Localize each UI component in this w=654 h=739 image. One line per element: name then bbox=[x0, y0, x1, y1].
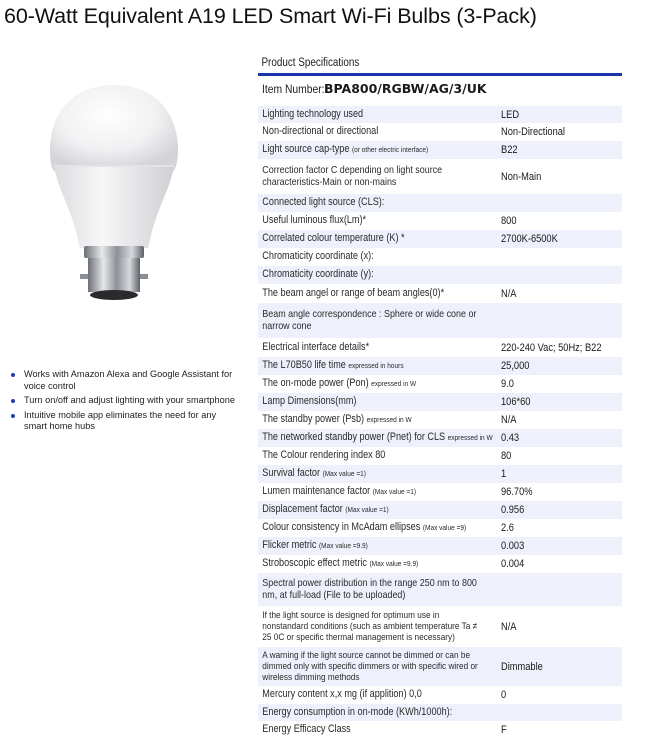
spec-label-note: expressed in hours bbox=[348, 361, 404, 371]
spec-row bbox=[258, 411, 622, 429]
spec-value: Dimmable bbox=[501, 660, 543, 673]
spec-value: 1 bbox=[501, 468, 507, 480]
spec-label-note: (Max value =9.9) bbox=[369, 559, 419, 569]
spec-row bbox=[258, 465, 622, 483]
spec-label: Colour consistency in McAdam ellipses (Max value =9) bbox=[262, 521, 467, 534]
spec-value: 0.003 bbox=[501, 540, 525, 552]
spec-label: Non-directional or directional bbox=[262, 125, 379, 138]
spec-row bbox=[258, 573, 622, 606]
spec-label-note: expressed in W bbox=[447, 433, 493, 443]
spec-label: Flicker metric (Max value =9.9) bbox=[262, 539, 368, 552]
spec-label-note: (Max value =9) bbox=[422, 523, 467, 533]
spec-label: Beam angle correspondence : Sphere or wide cone or narrow cone bbox=[262, 308, 477, 332]
spec-value: 800 bbox=[501, 215, 517, 227]
spec-label-note: (Max value =1) bbox=[372, 487, 417, 497]
spec-value: 25,000 bbox=[501, 360, 530, 372]
spec-label: Useful luminous flux(Lm)* bbox=[262, 214, 367, 227]
feature-list bbox=[8, 369, 238, 436]
spec-label: Spectral power distribution in the range 250 nm to 800 nm, at full-load (File to be uploaded) bbox=[262, 577, 477, 601]
spec-label: Lighting technology used bbox=[262, 107, 364, 120]
spec-value: Non-Directional bbox=[501, 126, 566, 138]
light-bulb-icon bbox=[44, 80, 184, 320]
spec-label: Mercury content x,x mg (if applition) 0,0 bbox=[262, 688, 422, 701]
spec-value: F bbox=[501, 724, 507, 736]
spec-row bbox=[258, 303, 622, 338]
item-number-label: Item Number: bbox=[262, 82, 325, 96]
spec-label: Energy consumption in on-mode (KWh/1000h): bbox=[262, 705, 453, 718]
spec-label: Lamp Dimensions(mm) bbox=[262, 395, 357, 408]
item-number bbox=[258, 76, 622, 102]
spec-label: If the light source is designed for optimum use in nonstandard conditions (such as ambient temperature Ta ≠ 25 0C or specific thermal management is necessary) bbox=[262, 610, 478, 643]
spec-row bbox=[258, 284, 622, 303]
specs-heading: Product Specifications bbox=[261, 57, 360, 69]
feature-item: Intuitive mobile app eliminates the need for any smart home hubs bbox=[8, 410, 238, 433]
spec-label: The L70B50 life time expressed in hours bbox=[262, 359, 404, 372]
spec-row bbox=[258, 447, 622, 465]
spec-label: The on-mode power (Pon) expressed in W bbox=[262, 377, 417, 390]
spec-value: 9.0 bbox=[501, 378, 514, 390]
spec-row bbox=[258, 501, 622, 519]
spec-value: 0.004 bbox=[501, 558, 525, 570]
spec-row bbox=[258, 537, 622, 555]
spec-label: Stroboscopic effect metric (Max value =9.9) bbox=[262, 557, 419, 570]
spec-row bbox=[258, 338, 622, 357]
page-title: 60-Watt Equivalent A19 LED Smart Wi-Fi Bulbs (3-Pack) bbox=[4, 4, 537, 28]
spec-row bbox=[258, 686, 622, 704]
spec-value: N/A bbox=[501, 414, 517, 426]
spec-label-note: (Max value =1) bbox=[345, 505, 389, 515]
spec-label: The beam angel or range of beam angles(0)* bbox=[262, 286, 445, 299]
spec-value: 0.956 bbox=[501, 504, 525, 516]
spec-value: B22 bbox=[501, 144, 518, 156]
spec-label: Light source cap-type (or other electric interface) bbox=[262, 143, 429, 156]
spec-label: Displacement factor (Max value =1) bbox=[262, 503, 389, 516]
spec-value: N/A bbox=[501, 287, 517, 300]
spec-label: Chromaticity coordinate (x): bbox=[262, 250, 374, 263]
spec-value: 0.43 bbox=[501, 432, 520, 444]
spec-row bbox=[258, 375, 622, 393]
spec-value: 106*60 bbox=[501, 396, 531, 408]
spec-value: 2.6 bbox=[501, 522, 514, 534]
spec-label-note: expressed in W bbox=[366, 415, 412, 425]
spec-row bbox=[258, 393, 622, 411]
spec-row bbox=[258, 704, 622, 721]
bullet-icon bbox=[11, 399, 15, 403]
spec-value: LED bbox=[501, 108, 520, 121]
spec-label-note: expressed in W bbox=[371, 379, 417, 389]
spec-row bbox=[258, 519, 622, 537]
spec-label: The networked standby power (Pnet) for CLS expressed in W bbox=[262, 431, 493, 444]
spec-label-note: (or other electric interface) bbox=[351, 145, 429, 155]
spec-row bbox=[258, 123, 622, 141]
spec-row bbox=[258, 606, 622, 647]
spec-row bbox=[258, 357, 622, 375]
product-specifications bbox=[258, 56, 622, 736]
bullet-icon bbox=[11, 373, 15, 377]
spec-row bbox=[258, 266, 622, 284]
feature-item: Turn on/off and adjust lighting with your smartphone bbox=[8, 395, 238, 407]
product-image bbox=[44, 80, 184, 320]
spec-row bbox=[258, 483, 622, 501]
spec-row bbox=[258, 230, 622, 248]
spec-label: Correlated colour temperature (K) * bbox=[262, 232, 405, 245]
spec-value: Non-Main bbox=[501, 170, 542, 183]
spec-row bbox=[258, 141, 622, 159]
spec-value: 0 bbox=[501, 689, 507, 701]
spec-label: The Colour rendering index 80 bbox=[262, 449, 386, 462]
spec-row bbox=[258, 212, 622, 230]
feature-item: Works with Amazon Alexa and Google Assistant for voice control bbox=[8, 369, 238, 392]
spec-label: Electrical interface details* bbox=[262, 340, 370, 353]
spec-label: Lumen maintenance factor (Max value =1) bbox=[262, 485, 417, 498]
spec-row bbox=[258, 194, 622, 212]
item-number-value: BPA800/RGBW/AG/3/UK bbox=[324, 81, 487, 96]
spec-row bbox=[258, 647, 622, 686]
spec-label: The standby power (Psb) expressed in W bbox=[262, 413, 412, 426]
spec-value: N/A bbox=[501, 620, 517, 633]
spec-label-note: (Max value =9.9) bbox=[319, 541, 368, 551]
spec-row bbox=[258, 106, 622, 123]
spec-value: 220-240 Vac; 50Hz; B22 bbox=[501, 341, 602, 354]
spec-label: Chromaticity coordinate (y): bbox=[262, 268, 374, 281]
spec-row bbox=[258, 159, 622, 194]
spec-label: Survival factor (Max value =1) bbox=[262, 467, 366, 480]
spec-row bbox=[258, 721, 622, 739]
spec-row bbox=[258, 429, 622, 447]
spec-value: 2700K-6500K bbox=[501, 233, 558, 245]
spec-row bbox=[258, 248, 622, 266]
bullet-icon bbox=[11, 414, 15, 418]
spec-value: 96.70% bbox=[501, 486, 533, 498]
spec-label: Energy Efficacy Class bbox=[262, 723, 351, 736]
spec-label: Connected light source (CLS): bbox=[262, 196, 385, 209]
spec-value: 80 bbox=[501, 450, 512, 462]
spec-label-note: (Max value =1) bbox=[322, 469, 366, 479]
spec-row bbox=[258, 555, 622, 573]
spec-label: A warning if the light source cannot be dimmed or can be dimmed only with specific dimmers or with specific wired or wireless dimming methods bbox=[262, 650, 478, 683]
spec-label: Correction factor C depending on light source characteristics-Main or non-mains bbox=[262, 164, 443, 188]
spec-table bbox=[258, 106, 622, 739]
